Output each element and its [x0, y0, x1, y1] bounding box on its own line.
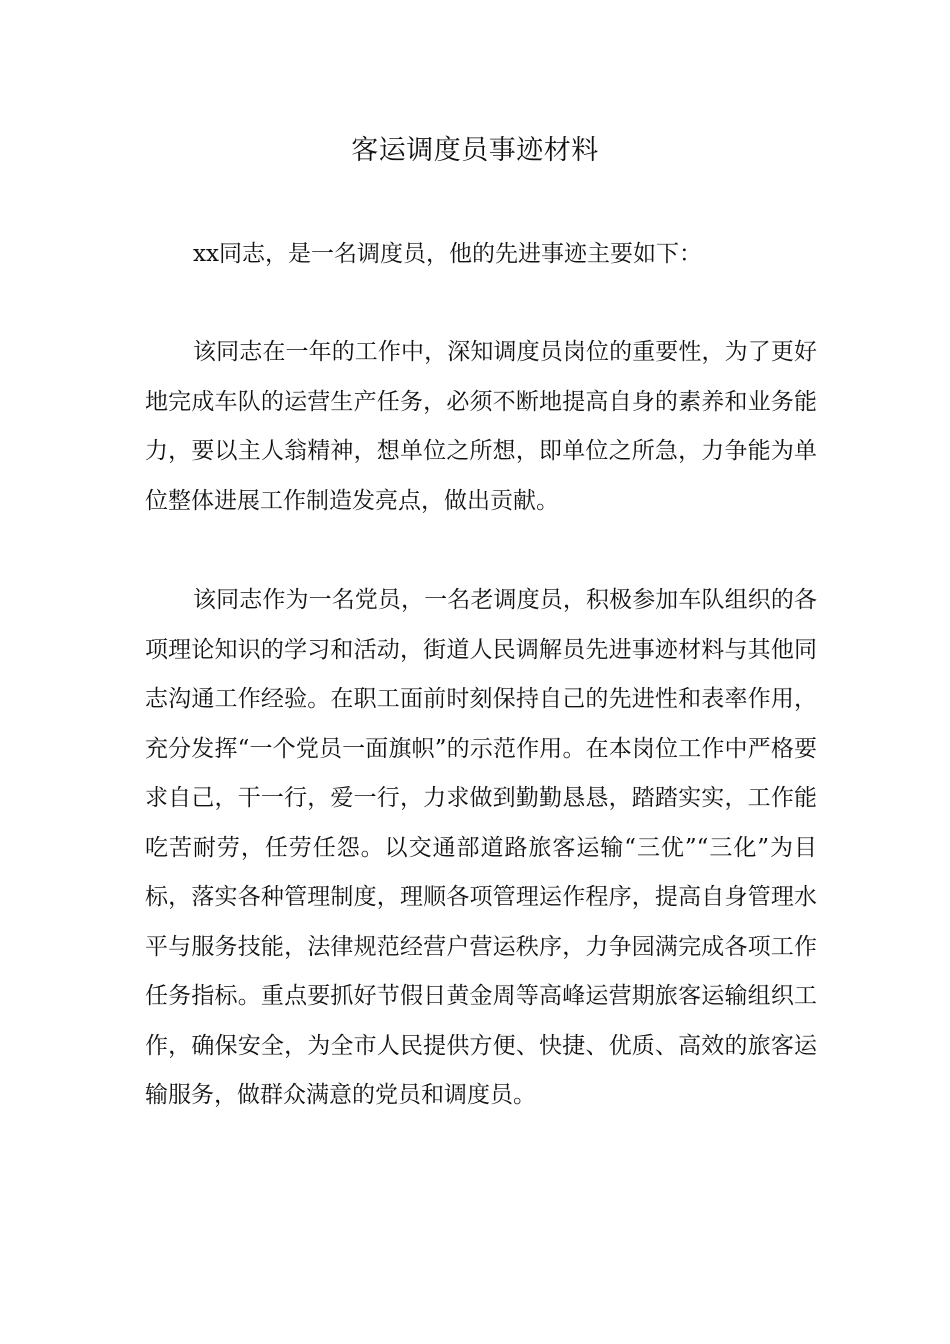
paragraph-intro: xx同志，是一名调度员，他的先进事迹主要如下：: [193, 241, 702, 267]
document-title: 客运调度员事迹材料: [351, 135, 599, 166]
paragraph-party-member: 该同志作为一名党员，一名老调度员，积极参加车队组织的各项理论知识的学习和活动，街道人民调解员先进事迹材料与其他同志沟通工作经验。在职工面前时刻保持自己的先进性和表率作用，充分发挥“一个党员一面旗帜”的示范作用。在本岗位工作中严格要求自己，干一行，爱一行，力求做到勤勤恳恳，踏踏实实，工作能吃苦耐劳，任劳任怨。以交通部道路旅客运输“三优”“三化”为目标，落实各种管理制度，理顺各项管理运作程序，提高自身管理水平与服务技能，法律规范经营户营运秩序，力争园满完成各项工作任务指标。重点要抓好节假日黄金周等高峰运营期旅客运输组织工作，确保安全，为全市人民提供方便、快捷、优质、高效的旅客运输服务，做群众满意的党员和调度员。: [145, 587, 817, 1108]
paragraph-work-attitude: 该同志在一年的工作中，深知调度员岗位的重要性，为了更好地完成车队的运营生产任务，必须不断地提高自身的素养和业务能力，要以主人翁精神，想单位之所想，即单位之所急，力争能为单位整体进展工作制造发亮点，做出贡献。: [145, 339, 817, 514]
